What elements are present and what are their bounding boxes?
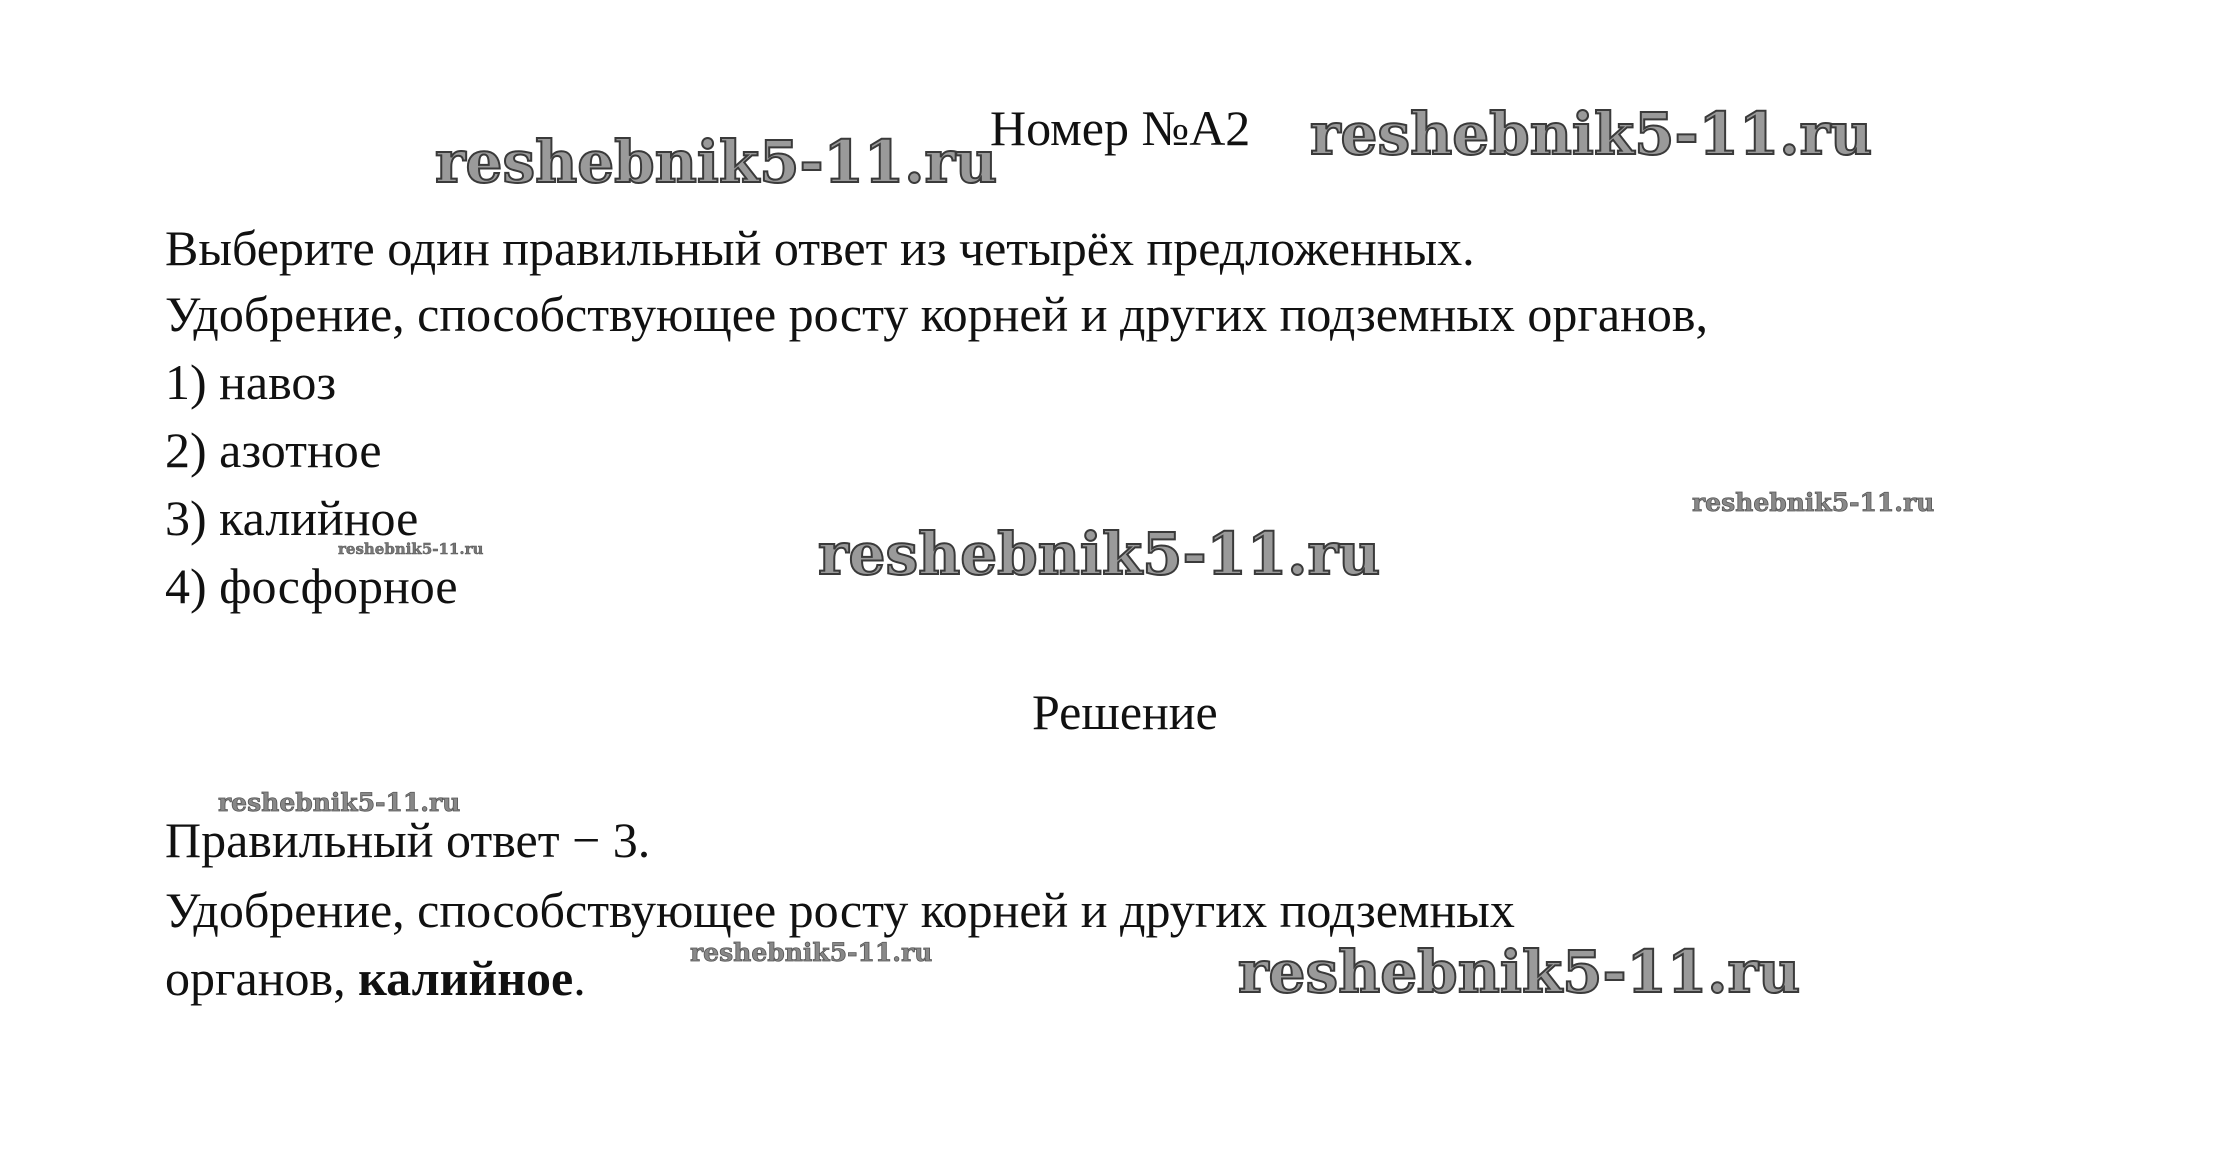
option-3: 3) калийное — [165, 490, 419, 546]
question-stem: Удобрение, способствующее росту корней и других подземных органов, — [165, 286, 1708, 342]
question-instruction: Выберите один правильный ответ из четырёх предложенных. — [165, 220, 1475, 276]
explanation-prefix: органов, — [165, 950, 359, 1006]
solution-answer: Правильный ответ − 3. — [165, 812, 651, 868]
option-2: 2) азотное — [165, 422, 382, 478]
explanation-suffix: . — [573, 950, 586, 1006]
watermark-logo: reshebnik5-11.ru — [1692, 488, 1935, 517]
watermark-logo: reshebnik5-11.ru — [435, 128, 998, 196]
option-4: 4) фосфорное — [165, 558, 458, 614]
watermark-logo: reshebnik5-11.ru — [690, 938, 933, 967]
task-number-title: Номер №А2 — [990, 100, 1251, 156]
watermark-logo: reshebnik5-11.ru — [338, 540, 484, 558]
solution-heading: Решение — [1032, 684, 1218, 740]
option-1: 1) навоз — [165, 354, 337, 410]
watermark-logo: reshebnik5-11.ru — [218, 788, 461, 817]
watermark-logo: reshebnik5-11.ru — [1238, 938, 1801, 1006]
solution-explanation-line1: Удобрение, способствующее росту корней и других подземных — [165, 882, 1515, 938]
watermark-logo: reshebnik5-11.ru — [818, 520, 1381, 588]
solution-explanation-line2 — [165, 948, 586, 1008]
watermark-logo: reshebnik5-11.ru — [1310, 100, 1873, 168]
correct-answer-highlight: калийное — [358, 950, 574, 1006]
